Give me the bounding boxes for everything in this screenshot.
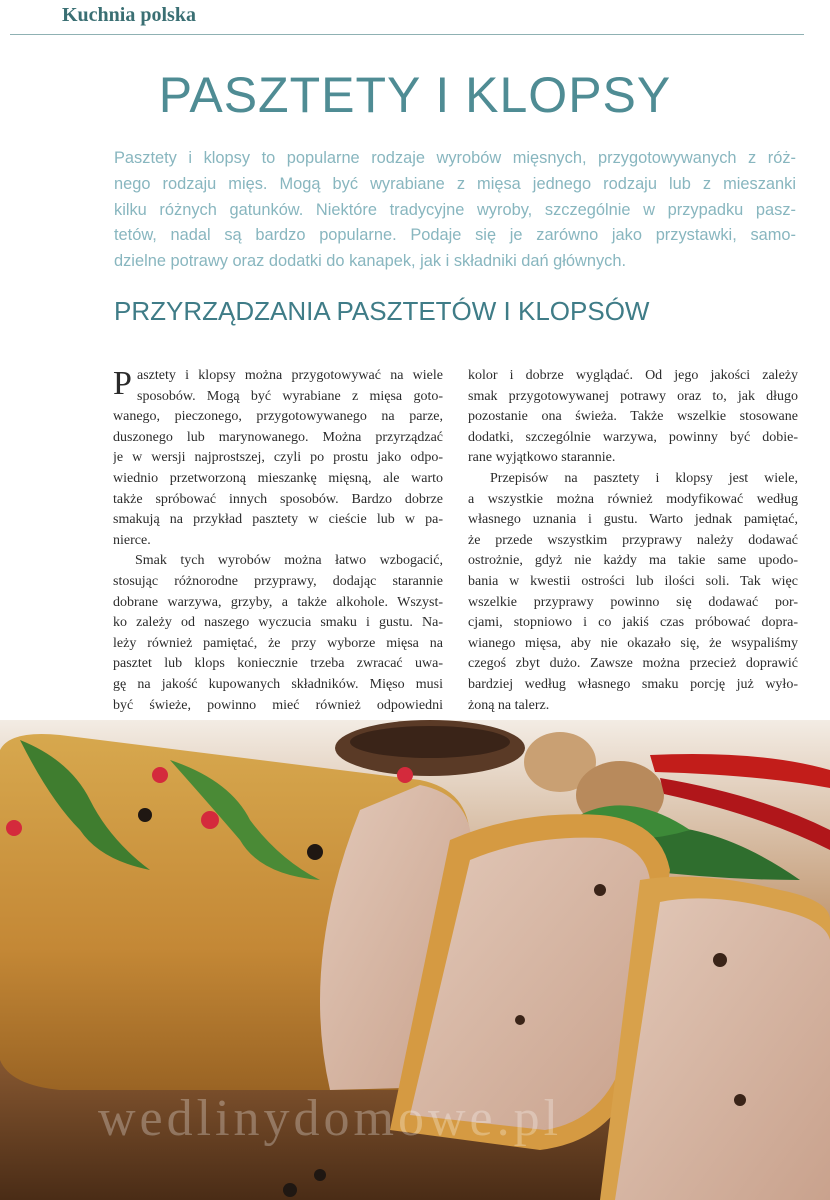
body-line: że przede wszystkim przyprawy należy dodawać — [468, 532, 798, 548]
body-line: ko zależy od naszego wyczucia smaku i gustu. Na- — [113, 615, 443, 631]
body-line: stosując różnorodne przyprawy, dodając starannie — [113, 573, 443, 589]
intro-line: tetów, nadal są bardzo popularne. Podaje się je zarówno jako przystawki, samo- — [114, 226, 796, 245]
pink-peppercorn — [6, 820, 22, 836]
intro-line: nego rodzaju mięs. Mogą być wyrabiane z mięsa jednego rodzaju lub z mieszanki — [114, 174, 796, 193]
body-line: nierce. — [113, 532, 151, 548]
body-line: kolor i dobrze wyglądać. Od jego jakości zależy — [468, 368, 798, 383]
body-line: gę na jakość kupowanych składników. Mięso musi — [113, 676, 443, 692]
body-column-right — [468, 366, 798, 716]
watermark: wedlinydomowe.pl — [98, 1090, 563, 1147]
body-line: dobrane warzywa, grzyby, a także alkohole. Wszyst- — [113, 594, 443, 610]
body-line: wszelkie przyprawy powinno się dodawać por- — [468, 594, 798, 610]
body-line: czegoś zbyt dużo. Zawsze można przecież doprawić — [468, 656, 798, 672]
body-line: cjami, stopniowo i co jakiś czas próbować dopra- — [468, 615, 798, 631]
body-line: wanego, pieczonego, przygotowywanego na parze, — [113, 409, 443, 425]
black-peppercorn — [138, 808, 152, 822]
intro-line: kilku różnych gatunków. Niektóre tradycyjne wyroby, szczególnie w przypadku pasz- — [114, 200, 796, 219]
page-title: PASZTETY I KLOPSY — [158, 67, 672, 123]
pink-peppercorn — [397, 767, 413, 783]
section-name: Kuchnia polska — [62, 4, 196, 26]
body-column-left — [113, 366, 443, 716]
black-peppercorn — [307, 844, 323, 860]
body-line: dodatki, szczególnie warzywa, powinny być dobie- — [468, 429, 798, 445]
body-line: duszonego lub marynowanego. Można przyrządzać — [113, 429, 443, 445]
body-line: Smak tych wyrobów można łatwo wzbogacić, — [135, 553, 443, 569]
header-divider — [10, 34, 804, 35]
body-line: smak przygotowywanej potrawy oraz to, jak długo — [468, 388, 798, 404]
body-line: żoną na talerz. — [468, 697, 550, 713]
body-line: własnego uznania i gustu. Warto jednak pamiętać, — [468, 512, 798, 528]
black-peppercorn — [283, 1183, 297, 1197]
intro-line: dzielne potrawy oraz dodatki do kanapek, jak i składniki dań głównych. — [114, 252, 627, 271]
running-header — [0, 0, 830, 38]
drop-cap: P — [113, 365, 132, 402]
body-line: także spróbować innych sposobów. Bardzo dobrze — [113, 491, 443, 507]
body-line: asztety i klopsy można przygotowywać na wiele — [137, 368, 443, 383]
body-line: ostrożnie, gdyż nie każdy ma takie same upodo- — [468, 553, 798, 569]
pink-peppercorn — [201, 811, 219, 829]
intro-paragraph — [114, 146, 796, 275]
body-line: pozostanie ona świeża. Także wszelkie stosowane — [468, 409, 798, 425]
body-line: smakują na przykład pasztety w cieście lub w pa- — [113, 512, 443, 528]
body-line: pasztet lub klops koniecznie trzeba zwracać uwa- — [113, 656, 443, 672]
body-line: bardziej według własnego smaku porcję już wyło- — [468, 676, 798, 692]
body-line: wianego mięsa, aby nie okazało się, że wsypaliśmy — [468, 635, 798, 651]
body-line: a wszystkie można również modyfikować według — [468, 491, 798, 507]
body-line: być świeże, powinno mieć również odpowiedni — [113, 697, 443, 713]
pink-peppercorn — [152, 767, 168, 783]
body-line: sposobów. Mogą być wyrabiane z mięsa goto- — [137, 388, 443, 404]
body-line: Przepisów na pasztety i klopsy jest wiele, — [490, 470, 798, 486]
body-line: rane wyjątkowo starannie. — [468, 450, 616, 466]
body-line: bania w kwestii ostrości lub ilości soli. Tak więc — [468, 573, 798, 589]
body-line: wiednio przetworzoną mieszankę mięsną, ale warto — [113, 470, 443, 486]
body-line: leży również pamiętać, że przy wyborze mięsa na — [113, 635, 443, 651]
body-line: je w wersji najprostszej, czyli po prostu jako odpo- — [113, 450, 443, 466]
section-heading: PRZYRZĄDZANIA PASZTETÓW I KLOPSÓW — [114, 296, 650, 326]
black-peppercorn — [314, 1169, 326, 1181]
intro-line: Pasztety i klopsy to popularne rodzaje wyrobów mięsnych, przygotowywanych z róż- — [114, 149, 796, 167]
